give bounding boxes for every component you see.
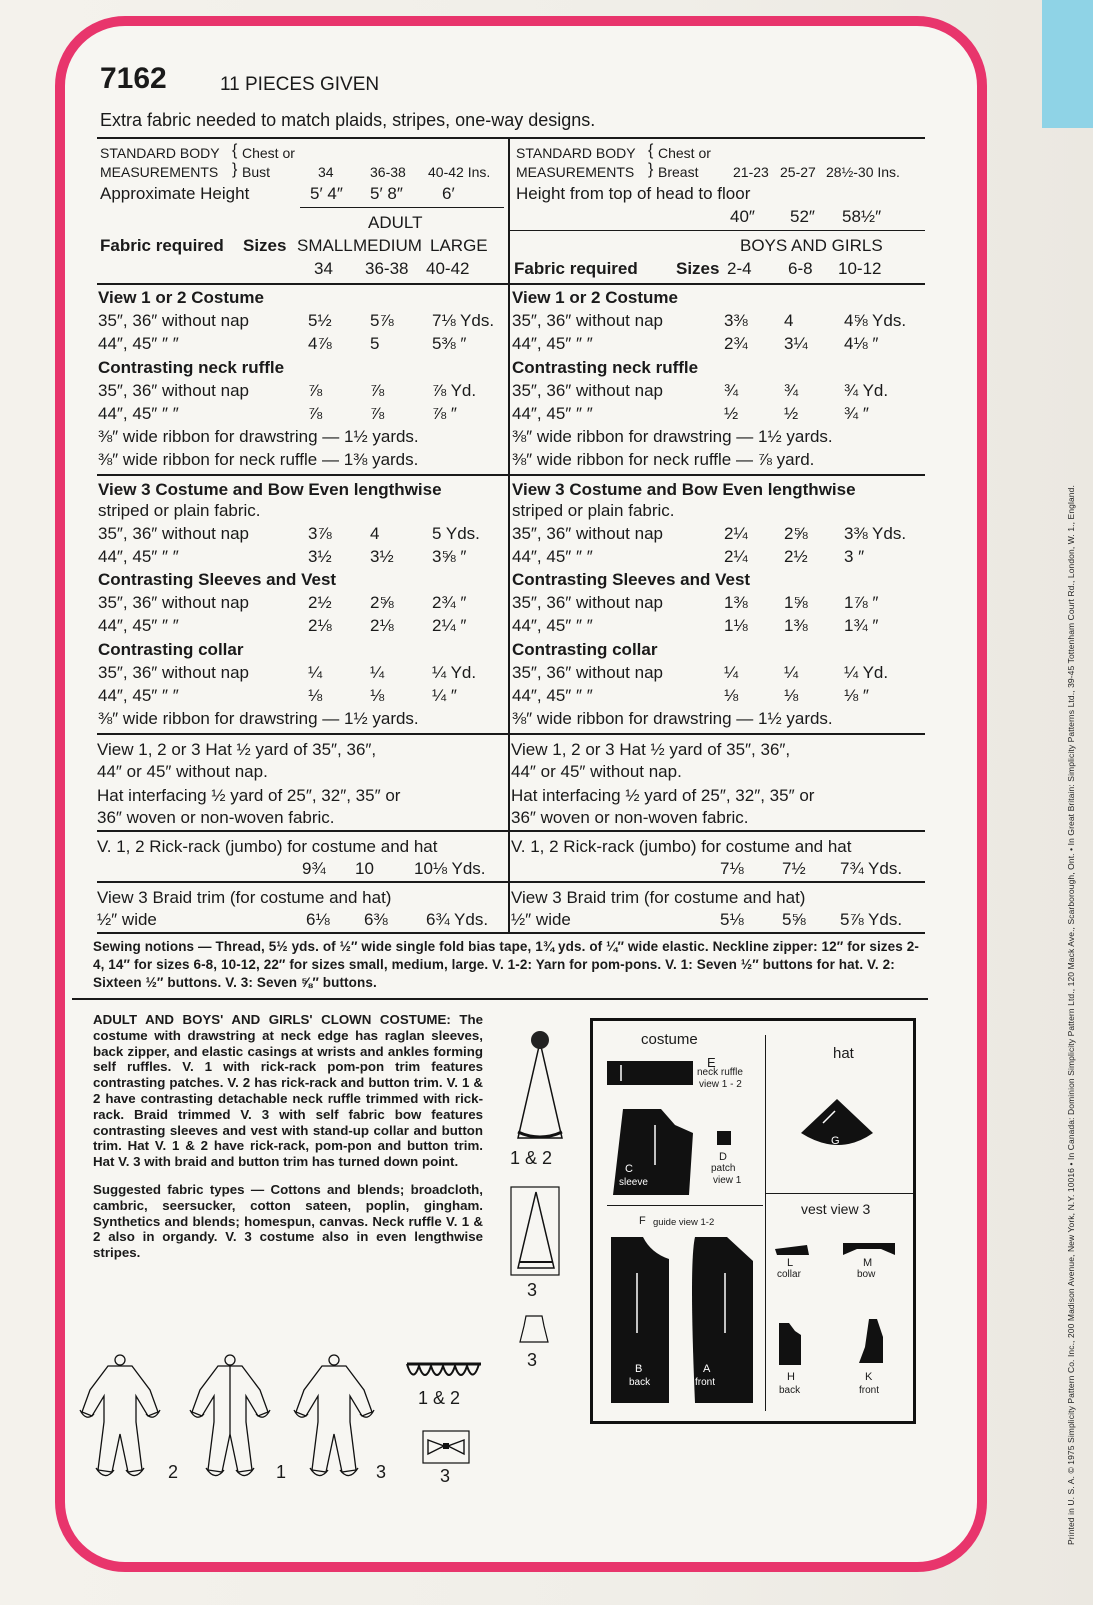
adult-row-label: 44″, 45″ ″ ″ <box>98 686 179 705</box>
kids-row-value: 2½ <box>784 547 808 566</box>
adult-meas-2: 36-38 <box>370 164 406 180</box>
rule-view3 <box>97 474 925 476</box>
adult-meas-1: 34 <box>318 164 334 180</box>
piece-f-desc: guide view 1-2 <box>653 1217 715 1228</box>
adult-size-num-2: 36-38 <box>365 259 409 278</box>
adult-row-value: 2⅝ <box>370 593 394 612</box>
kids-rickrack-v2: 7½ <box>782 859 806 878</box>
piece-m-desc: bow <box>857 1269 876 1280</box>
piece-d-desc2: view 1 <box>713 1175 742 1186</box>
kids-std-body: STANDARD BODY <box>516 145 636 161</box>
piece-h-label: H <box>787 1371 795 1383</box>
kids-hat-4: 36″ woven or non-woven fabric. <box>511 808 749 827</box>
adult-row-value: ⅞ <box>308 404 323 423</box>
piece-c-desc: sleeve <box>619 1177 648 1188</box>
adult-row-value: 3⅞ <box>308 524 332 543</box>
adult-size-medium: MEDIUM <box>353 236 422 255</box>
kids-row-label: Contrasting Sleeves and Vest <box>512 570 751 589</box>
hat-v3-drawing <box>510 1186 560 1276</box>
adult-braid-v2: 6⅜ <box>364 910 388 929</box>
adult-row-value: ⅞ <box>370 404 385 423</box>
kids-row-value: 1⅝ <box>784 593 808 612</box>
adult-hat-4: 36″ woven or non-woven fabric. <box>97 808 335 827</box>
adult-row-value: 2⅛ <box>308 616 332 635</box>
adult-row-value: 4 <box>370 524 380 543</box>
piece-c-label: C <box>625 1163 633 1175</box>
kids-height-3: 58½″ <box>842 207 882 226</box>
kids-row-value: 2¾ <box>724 334 748 353</box>
kids-row-label: 44″, 45″ ″ ″ <box>512 547 593 566</box>
kids-rickrack-v3: 7¾ Yds. <box>840 859 903 878</box>
adult-std-body: STANDARD BODY <box>100 145 220 161</box>
kids-height-2: 52″ <box>790 207 815 226</box>
adult-rickrack-v2: 10 <box>355 859 374 878</box>
adult-row-value: 7⅛ Yds. <box>432 311 495 330</box>
kids-row-label: striped or plain fabric. <box>512 501 675 520</box>
vest-drawing <box>518 1312 550 1346</box>
diagram-vest-title: vest view 3 <box>801 1201 871 1217</box>
adult-sizes: Sizes <box>243 236 287 255</box>
adult-row-value: ¼ Yd. <box>432 663 477 682</box>
label-fig-3: 3 <box>376 1462 387 1482</box>
adult-row-value: 2½ <box>308 593 332 612</box>
piece-l-desc: collar <box>777 1269 801 1280</box>
costume-figures <box>78 1352 388 1492</box>
kids-brace-2: } <box>648 161 654 178</box>
kids-row-value: 3¼ <box>784 334 808 353</box>
adult-row-label: View 1 or 2 Costume <box>98 288 264 307</box>
piece-k-front <box>855 1317 887 1367</box>
kids-row-label: 35″, 36″ without nap <box>512 381 663 400</box>
piece-h-desc: back <box>779 1385 801 1396</box>
adult-rickrack: V. 1, 2 Rick-rack (jumbo) for costume and hat <box>97 837 438 856</box>
adult-row-label: ⅜″ wide ribbon for drawstring — 1½ yards. <box>98 427 419 446</box>
adult-row-value: ⅛ <box>308 686 323 705</box>
kids-chest: Chest or <box>658 145 711 161</box>
bow-drawing <box>422 1430 470 1464</box>
adult-height-label: Approximate Height <box>100 184 250 203</box>
kids-row-value: 4⅛ ″ <box>844 334 879 353</box>
adult-row-value: 5½ <box>308 311 332 330</box>
kids-row-label: ⅜″ wide ribbon for drawstring — 1½ yards. <box>512 427 833 446</box>
adult-row-value: ¼ ″ <box>432 686 457 705</box>
adult-brace: { <box>232 142 238 159</box>
adult-row-label: 35″, 36″ without nap <box>98 663 249 682</box>
kids-height-1: 40″ <box>730 207 755 226</box>
kids-row-label: ⅜″ wide ribbon for neck ruffle — ⅞ yard. <box>512 450 815 469</box>
adult-bust: Bust <box>242 164 271 180</box>
adult-chest: Chest or <box>242 145 295 161</box>
kids-rickrack-v1: 7⅛ <box>720 859 744 878</box>
piece-a-desc: front <box>695 1377 716 1388</box>
adult-row-value: 2¾ ″ <box>432 593 467 612</box>
adult-row-label: 35″, 36″ without nap <box>98 311 249 330</box>
pattern-number: 7162 <box>100 62 167 95</box>
kids-row-value: 2¼ <box>724 524 748 543</box>
diagram-costume-title: costume <box>641 1031 698 1048</box>
label-hat-v12: 1 & 2 <box>510 1148 553 1168</box>
kids-braid-v2: 5⅝ <box>782 910 806 929</box>
kids-row-value: 1⅛ <box>724 616 748 635</box>
adult-row-value: ¼ <box>308 663 323 682</box>
kids-height-label: Height from top of head to floor <box>516 184 751 203</box>
rule-top <box>97 137 925 139</box>
figure-view-1 <box>190 1355 270 1476</box>
kids-row-label: 44″, 45″ ″ ″ <box>512 616 593 635</box>
adult-row-value: ⅞ Yd. <box>432 381 477 400</box>
kids-rickrack: V. 1, 2 Rick-rack (jumbo) for costume and hat <box>511 837 852 856</box>
adult-hat-2: 44″ or 45″ without nap. <box>97 762 268 781</box>
adult-row-label: 35″, 36″ without nap <box>98 381 249 400</box>
rule-adult-fabric <box>97 283 925 285</box>
adult-row-label: Contrasting neck ruffle <box>98 358 285 377</box>
adult-size-num-3: 40-42 <box>426 259 470 278</box>
kids-row-value: 2¼ <box>724 547 748 566</box>
kids-row-label: 44″, 45″ ″ ″ <box>512 334 593 353</box>
label-vest: 3 <box>527 1350 538 1370</box>
kids-row-label: ⅜″ wide ribbon for drawstring — 1½ yards. <box>512 709 833 728</box>
kids-row-value: ⅛ ″ <box>844 686 869 705</box>
kids-row-label: View 1 or 2 Costume <box>512 288 678 307</box>
kids-measurements: MEASUREMENTS <box>516 164 635 180</box>
kids-row-value: 1⅜ <box>784 616 808 635</box>
adult-row-value: 5⅞ <box>370 311 394 330</box>
piece-a-label: A <box>703 1363 711 1375</box>
adult-group: ADULT <box>368 213 423 232</box>
rule-braid <box>97 881 925 883</box>
kids-row-label: Contrasting collar <box>512 640 658 659</box>
kids-row-value: ¾ Yd. <box>844 381 889 400</box>
adult-size-num-1: 34 <box>314 259 333 278</box>
kids-braid-v1: 5⅛ <box>720 910 744 929</box>
kids-row-label: 35″, 36″ without nap <box>512 593 663 612</box>
adult-row-value: ⅞ ″ <box>432 404 457 423</box>
piece-l-collar <box>773 1243 813 1257</box>
kids-row-label: 44″, 45″ ″ ″ <box>512 686 593 705</box>
adult-row-label: 35″, 36″ without nap <box>98 524 249 543</box>
color-tab <box>1042 0 1093 128</box>
kids-row-value: ⅛ <box>724 686 739 705</box>
adult-row-label: ⅜″ wide ribbon for drawstring — 1½ yards. <box>98 709 419 728</box>
adult-row-value: 3½ <box>370 547 394 566</box>
rule-hat <box>97 733 925 735</box>
rule-adult-height <box>300 207 504 208</box>
kids-brace: { <box>648 142 654 159</box>
kids-sizes: Sizes <box>676 259 720 278</box>
adult-hat-3: Hat interfacing ½ yard of 25″, 32″, 35″ or <box>97 786 401 805</box>
kids-row-label: 35″, 36″ without nap <box>512 311 663 330</box>
adult-brace-2: } <box>232 161 238 178</box>
kids-size-num-3: 10-12 <box>838 259 882 278</box>
diagram-hat-title: hat <box>833 1045 854 1062</box>
kids-row-value: 2⅝ <box>784 524 808 543</box>
adult-row-value: 3⅝ ″ <box>432 547 467 566</box>
costume-description: ADULT AND BOYS' AND GIRLS' CLOWN COSTUME: The costume with drawstring at neck edge has raglan sleeves, back zipper, and elastic casings at wrists and ankles forming self ruffles. V. 1 with rick-rack pom-pon trim features contrasting patches. V. 2 has rick-rack and button trim. V. 1 & 2 have contrasting detachable neck ruffle trimmed with rick-rack. Braid trimmed V. 3 with self fabric bow features contrasting sleeves and vest with stand-up collar and button trim. Hat V. 1 & 2 have rick-rack, pom-pon and button trim. Hat V. 3 with braid and button trim has turned down point. <box>93 1012 483 1170</box>
adult-fabric-required: Fabric required <box>100 236 224 255</box>
kids-row-label: Contrasting neck ruffle <box>512 358 699 377</box>
label-fig-1: 1 <box>276 1462 287 1482</box>
label-bow: 3 <box>440 1466 451 1486</box>
rule-notions <box>97 932 925 934</box>
piece-k-label: K <box>865 1371 873 1383</box>
kids-row-value: ¾ <box>724 381 739 400</box>
adult-row-value: 4⅞ <box>308 334 332 353</box>
kids-braid-1: View 3 Braid trim (for costume and hat) <box>511 888 806 907</box>
piece-b-label: B <box>635 1363 643 1375</box>
kids-hat-2: 44″ or 45″ without nap. <box>511 762 682 781</box>
adult-row-label: ⅜″ wide ribbon for neck ruffle — 1⅜ yards. <box>98 450 419 469</box>
kids-row-value: 3⅜ <box>724 311 748 330</box>
adult-row-label: 35″, 36″ without nap <box>98 593 249 612</box>
adult-row-value: ⅛ <box>370 686 385 705</box>
piece-k-desc: front <box>859 1385 880 1396</box>
adult-meas-3: 40-42 Ins. <box>428 164 491 180</box>
adult-row-value: 2¼ ″ <box>432 616 467 635</box>
piece-g-label: G <box>831 1135 840 1147</box>
sewing-notions: Sewing notions — Thread, 5½ yds. of ½″ wide single fold bias tape, 1¾ yds. of ¼″ wide elastic. Neckline zipper: 12″ for sizes 2-4, 14″ for sizes 6-8, 10-12, 22″ for sizes small, medium, large. V. 1-2: Yarn for pom-pons. V. 1: Seven ½″ buttons for hat. V. 2: Sixteen ½″ buttons. V. 3: Seven ⅝″ buttons. <box>93 939 919 990</box>
piece-f-label: F <box>639 1215 646 1227</box>
rule-description <box>72 998 928 1000</box>
adult-braid-2: ½″ wide <box>97 910 157 929</box>
kids-row-value: 3⅜ Yds. <box>844 524 907 543</box>
kids-row-value: 1¾ ″ <box>844 616 879 635</box>
piece-e-label: E <box>707 1055 716 1070</box>
kids-row-value: ½ <box>784 404 799 423</box>
piece-m-label: M <box>863 1257 873 1269</box>
kids-meas-3: 28½-30 Ins. <box>826 164 900 180</box>
kids-row-value: ¼ Yd. <box>844 663 889 682</box>
legal-text: Printed in U. S. A. © 1975 Simplicity Pattern Co. Inc., 200 Madison Avenue, New York, N.Y. 10016 • In Canada: Dominion Simplicity Pattern Ltd., 120 Mack Ave., Scarborough, Ont. • In Great Britain: Simplicity Patterns Ltd., 39-45 Tottenham Court Rd., London, W. 1., England. <box>1066 485 1076 1545</box>
adult-row-value: 5 Yds. <box>432 524 480 543</box>
kids-row-value: ¼ <box>724 663 739 682</box>
adult-row-label: 44″, 45″ ″ ″ <box>98 404 179 423</box>
adult-height-1: 5′ 4″ <box>310 184 343 203</box>
piece-e-desc2: view 1 - 2 <box>699 1079 742 1090</box>
piece-e-desc1: neck ruffle <box>697 1067 743 1078</box>
adult-rickrack-v3: 10⅛ Yds. <box>414 859 486 878</box>
piece-m-bow <box>841 1241 897 1257</box>
kids-size-num-2: 6-8 <box>788 259 813 278</box>
adult-height-3: 6′ <box>442 184 455 203</box>
kids-row-value: 4⅝ Yds. <box>844 311 907 330</box>
adult-row-label: Contrasting collar <box>98 640 244 659</box>
adult-rickrack-v1: 9¾ <box>302 859 326 878</box>
kids-row-value: ⅛ <box>784 686 799 705</box>
adult-braid-v3: 6¾ Yds. <box>426 910 489 929</box>
figure-view-2 <box>80 1355 160 1476</box>
kids-breast: Breast <box>658 164 699 180</box>
kids-row-value: ¾ <box>784 381 799 400</box>
kids-size-num-1: 2-4 <box>727 259 752 278</box>
kids-row-value: ¾ ″ <box>844 404 869 423</box>
hat-v12-drawing <box>510 1028 570 1148</box>
adult-hat-1: View 1, 2 or 3 Hat ½ yard of 35″, 36″, <box>97 740 377 759</box>
adult-row-label: Contrasting Sleeves and Vest <box>98 570 337 589</box>
piece-d-patch <box>717 1131 731 1145</box>
kids-group: BOYS AND GIRLS <box>740 236 883 255</box>
kids-row-label: View 3 Costume and Bow Even lengthwise <box>512 480 856 499</box>
adult-row-value: ¼ <box>370 663 385 682</box>
piece-e-neck-ruffle <box>607 1057 695 1087</box>
fabric-types: Suggested fabric types — Cottons and blends; broadcloth, cambric, seersucker, cotton sateen, poplin, gingham. Synthetics and blends; homespun, canvas. Neck ruffle V. 1 & 2 also in organdy. V. 3 costume also in even lengthwise stripes. <box>93 1181 483 1261</box>
kids-row-value: 4 <box>784 311 794 330</box>
kids-row-value: ½ <box>724 404 739 423</box>
piece-d-label: D <box>719 1151 727 1163</box>
adult-row-value: ⅞ <box>308 381 323 400</box>
adult-measurements: MEASUREMENTS <box>100 164 219 180</box>
kids-row-label: 35″, 36″ without nap <box>512 524 663 543</box>
kids-row-label: 35″, 36″ without nap <box>512 663 663 682</box>
adult-row-label: 44″, 45″ ″ ″ <box>98 616 179 635</box>
kids-row-value: 3 ″ <box>844 547 865 566</box>
kids-fabric-required: Fabric required <box>514 259 638 278</box>
description-block <box>93 1012 483 1273</box>
adult-braid-1: View 3 Braid trim (for costume and hat) <box>97 888 392 907</box>
kids-hat-3: Hat interfacing ½ yard of 25″, 32″, 35″ or <box>511 786 815 805</box>
piece-l-label: L <box>787 1257 794 1269</box>
adult-row-value: 5 <box>370 334 380 353</box>
kids-meas-2: 25-27 <box>780 164 816 180</box>
label-fig-2: 2 <box>168 1462 179 1482</box>
adult-braid-v1: 6⅛ <box>306 910 330 929</box>
kids-row-value: ¼ <box>784 663 799 682</box>
kids-hat-1: View 1, 2 or 3 Hat ½ yard of 35″, 36″, <box>511 740 791 759</box>
rule-rickrack <box>97 830 925 832</box>
adult-row-value: 2⅛ <box>370 616 394 635</box>
adult-size-large: LARGE <box>430 236 488 255</box>
diagram-divider-f <box>607 1205 763 1206</box>
adult-row-label: 44″, 45″ ″ ″ <box>98 334 179 353</box>
adult-height-2: 5′ 8″ <box>370 184 403 203</box>
ruffle-drawing <box>405 1358 485 1388</box>
label-ruffle: 1 & 2 <box>418 1388 461 1408</box>
rule-kids-height <box>510 230 925 231</box>
adult-size-small: SMALL <box>297 236 353 255</box>
kids-row-value: 1⅜ <box>724 593 748 612</box>
piece-b-desc: back <box>629 1377 651 1388</box>
rule-center <box>508 137 510 932</box>
diagram-divider-v <box>765 1035 766 1411</box>
diagram-divider-vest <box>765 1193 913 1194</box>
kids-braid-v3: 5⅞ Yds. <box>840 910 903 929</box>
kids-meas-1: 21-23 <box>733 164 769 180</box>
kids-row-label: 44″, 45″ ″ ″ <box>512 404 593 423</box>
piece-d-desc1: patch <box>711 1163 736 1174</box>
adult-row-label: striped or plain fabric. <box>98 501 261 520</box>
adult-row-label: 44″, 45″ ″ ″ <box>98 547 179 566</box>
label-hat-v3: 3 <box>527 1280 538 1300</box>
figure-view-3 <box>294 1355 374 1476</box>
pattern-layout-diagram <box>590 1018 916 1424</box>
adult-row-label: View 3 Costume and Bow Even lengthwise <box>98 480 442 499</box>
kids-braid-2: ½″ wide <box>511 910 571 929</box>
adult-row-value: 5⅜ ″ <box>432 334 467 353</box>
piece-h-back <box>775 1321 805 1369</box>
kids-row-value: 1⅞ ″ <box>844 593 879 612</box>
adult-row-value: ⅞ <box>370 381 385 400</box>
pieces-given: 11 PIECES GIVEN <box>220 74 380 95</box>
adult-row-value: 3½ <box>308 547 332 566</box>
extra-fabric-note: Extra fabric needed to match plaids, stripes, one-way designs. <box>100 110 596 130</box>
